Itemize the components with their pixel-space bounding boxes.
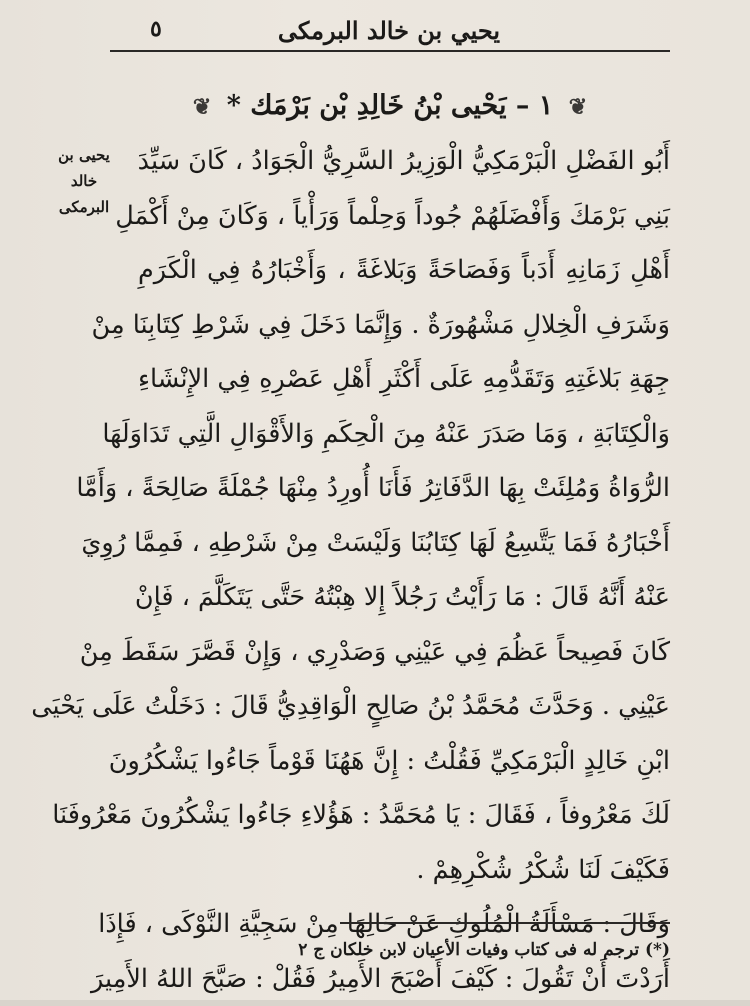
text-line: أَرَدْتَ أَنْ تَقُولَ : كَيْفَ أَصْبَحَ الأَمِيرُ فَقُلْ : صَبَّحَ اللهُ الأَمِيرَ xyxy=(138,952,670,1006)
text-line: بَنِي بَرْمَكَ وَأَفْضَلَهُمْ جُوداً وَحِلْماً وَرَأْياً ، وَكَانَ مِنْ أَكْمَلِ xyxy=(138,189,670,244)
text-line: أَبُو الفَضْلِ الْبَرْمَكِيُّ الْوَزِيرُ السَّرِيُّ الْجَوَادُ ، كَانَ سَيِّدَ xyxy=(138,134,670,189)
text-line: عَنْهُ أَنَّهُ قَالَ : مَا رَأَيْتُ رَجُلاً إِلا هِبْتُهُ حَتَّى يَتَكَلَّمَ ، فَإِنْ xyxy=(138,570,670,625)
footnote-rule xyxy=(340,922,670,924)
header-rule xyxy=(110,50,670,52)
ornament-left-icon: ❦ xyxy=(193,94,211,120)
text-line: أَهْلِ زَمَانِهِ أَدَباً وَفَصَاحَةً وَبَلاغَةً ، وَأَخْبَارُهُ فِي الْكَرَمِ xyxy=(138,243,670,298)
text-line: وَقَالَ : مَسْأَلَةُ الْمُلُوكِ عَنْ حَالِهَا مِنْ سَجِيَّةِ النَّوْكَى ، فَإِذَا xyxy=(138,897,670,952)
body-text xyxy=(138,134,670,1006)
text-line: أَخْبَارُهُ فَمَا يَتَّسِعُ لَهَا كِتَابُنَا وَلَيْسَتْ مِنْ شَرْطِهِ ، فَمِمَّا رُوِيَ xyxy=(138,516,670,571)
text-line: لَكَ مَعْرُوفاً ، فَقَالَ : يَا مُحَمَّدُ : هَؤُلاءِ جَاءُوا يَشْكُرُونَ مَعْرُوفَنَا xyxy=(138,788,670,843)
page-number: ٥ xyxy=(150,16,162,42)
text-line: فَكَيْفَ لَنَا شُكْرُ شُكْرِهِمْ . xyxy=(138,843,670,898)
text-line: ابْنِ خَالِدٍ الْبَرْمَكِيِّ فَقُلْتُ : إِنَّ هَهُنَا قَوْماً جَاءُوا يَشْكُرُونَ xyxy=(138,734,670,789)
section-heading xyxy=(110,90,670,121)
section-heading-text: ١ – يَحْيى بْنُ خَالِدِ بْن بَرْمَك * xyxy=(227,90,554,121)
text-line: عَيْنِي . وَحَدَّثَ مُحَمَّدُ بْنُ صَالِحٍ الْوَاقِدِيُّ قَالَ : دَخَلْتُ عَلَى يَحْيَى xyxy=(138,679,670,734)
text-line: الرُّوَاةُ وَمُلِئَتْ بِهَا الدَّفَاتِرُ فَأَنَا أُورِدُ مِنْهَا جُمْلَةً صَالِحَةً ، وَأَمَّا xyxy=(138,461,670,516)
text-line: وَشَرَفِ الْخِلالِ مَشْهُورَةٌ . وَإِنَّمَا دَخَلَ فِي شَرْطِ كِتَابِنَا مِنْ xyxy=(138,298,670,353)
text-line: وَالْكِتَابَةِ ، وَمَا صَدَرَ عَنْهُ مِنَ الْحِكَمِ وَالأَقْوَالِ الَّتِي تَدَاوَلَهَا xyxy=(138,407,670,462)
footnote: (*) ترجم له فى كتاب وفيات الأعيان لابن خلكان ج ٢ xyxy=(260,940,670,960)
margin-note-line: يحيى بن خالد xyxy=(46,142,122,194)
margin-note xyxy=(46,142,122,220)
running-title: يحيي بن خالد البرمكى xyxy=(278,16,500,45)
text-line: جِهَةِ بَلاغَتِهِ وَتَقَدُّمِهِ عَلَى أَكْثَرِ أَهْلِ عَصْرِهِ فِي الإِنْشَاءِ xyxy=(138,352,670,407)
running-header xyxy=(110,12,670,52)
text-line: كَانَ فَصِيحاً عَظُمَ فِي عَيْنِي وَصَدْرِي ، وَإِنْ قَصَّرَ سَقَطَ مِنْ xyxy=(138,625,670,680)
margin-note-line: البرمكى xyxy=(46,194,122,220)
ornament-right-icon: ❦ xyxy=(569,94,587,120)
